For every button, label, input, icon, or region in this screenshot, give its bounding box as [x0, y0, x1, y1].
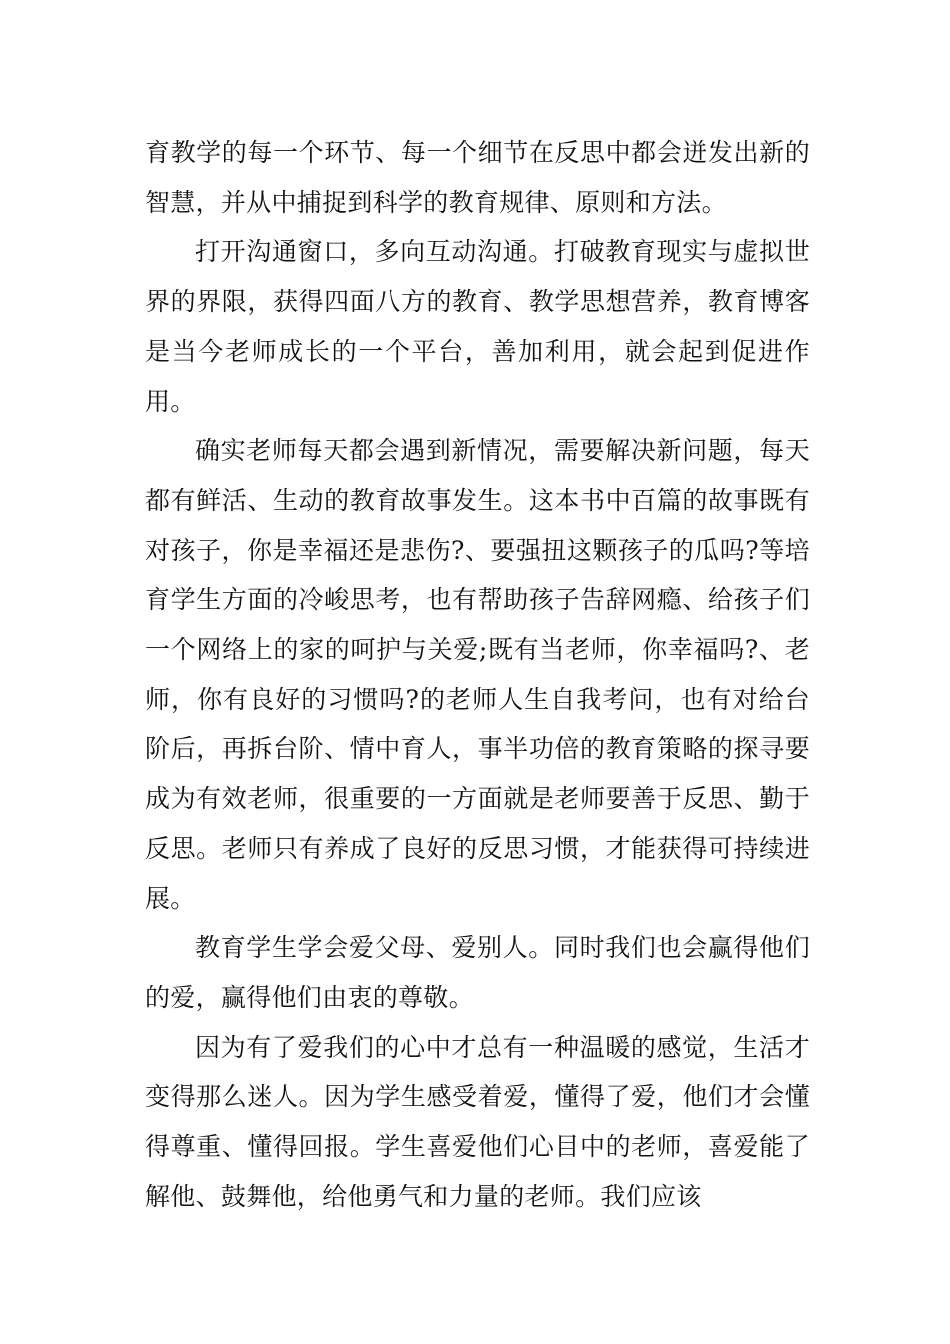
paragraph-5: 因为有了爱我们的心中才总有一种温暖的感觉，生活才变得那么迷人。因为学生感受着爱，懂得了爱，他们才会懂得尊重、懂得回报。学生喜爱他们心目中的老师，喜爱能了解他、鼓舞他，给他勇气和力量的老师。我们应该 — [145, 1032, 810, 1211]
paragraph-2: 打开沟通窗口，多向互动沟通。打破教育现实与虚拟世界的界限，获得四面八方的教育、教学思想营养，教育博客是当今老师成长的一个平台，善加利用，就会起到促进作用。 — [145, 237, 810, 416]
paragraph-1: 育教学的每一个环节、每一个细节在反思中都会迸发出新的智慧，并从中捕捉到科学的教育规律、原则和方法。 — [145, 138, 810, 217]
paragraph-3: 确实老师每天都会遇到新情况，需要解决新问题，每天都有鲜活、生动的教育故事发生。这本书中百篇的故事既有对孩子，你是幸福还是悲伤?、要强扭这颗孩子的瓜吗?等培育学生方面的冷峻思考，也有帮助孩子告辞网瘾、给孩子们一个网络上的家的呵护与关爱;既有当老师，你幸福吗?、老师，你有良好的习惯吗?的老师人生自我考问，也有对给台阶后，再拆台阶、情中育人，事半功倍的教育策略的探寻要成为有效老师，很重要的一方面就是老师要善于反思、勤于反思。老师只有养成了良好的反思习惯，才能获得可持续进展。 — [145, 436, 810, 913]
body-text — [145, 128, 810, 1221]
paragraph-4: 教育学生学会爱父母、爱别人。同时我们也会赢得他们的爱，赢得他们由衷的尊敬。 — [145, 933, 810, 1012]
